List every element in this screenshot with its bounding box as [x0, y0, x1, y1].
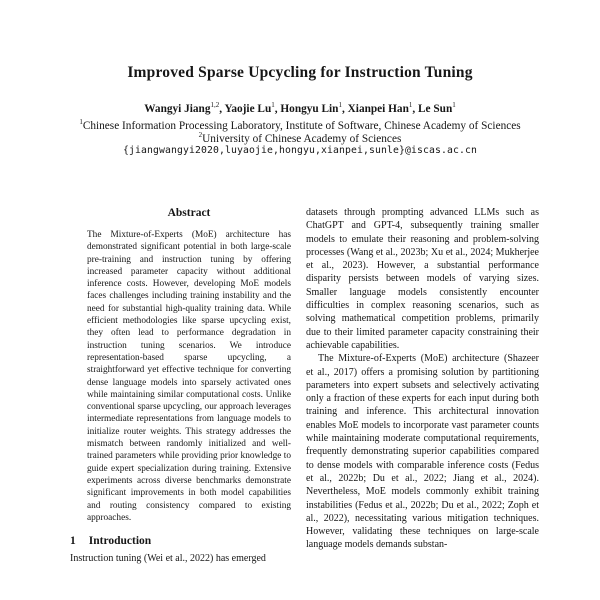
intro-paragraph: Instruction tuning (Wei et al., 2022) has emerged — [70, 553, 266, 565]
affiliation-superscript: 2 — [198, 131, 203, 139]
author-name: Xianpei Han — [347, 102, 409, 115]
affiliation-superscript: 1 — [79, 118, 83, 126]
author-superscript: 1 — [271, 101, 275, 109]
affiliation-text: University of Chinese Academy of Sciences — [202, 132, 402, 145]
author — [224, 103, 280, 115]
author-superscript: 1,2 — [210, 101, 220, 109]
abstract-body: The Mixture-of-Experts (MoE) architecture has demonstrated significant potential in both large-scale pre-training and instruction tuning by offering increased parameter capacity without additional inference costs. However, developing MoE models faces challenges including training instability and the need for substantial high-quality training data. While efficient methodologies like sparse upcycling exist, they often lead to performance degradation in instruction tuning scenarios. We introduce representation-based sparse upcycling, a straightforward yet effective technique for converting dense language models into sparsely activated ones while maintaining similar computational costs. Unlike conventional sparse upcycling, our approach leverages intermediate representations from language models to initialize router weights. This strategy addresses the mismatch between randomly initialized and well-trained parameters while providing prior knowledge to guide expert specialization during training. Extensive experiments across diverse benchmarks demonstrate significant improvements in both model capabilities and routing consistency compared to existing approaches. — [87, 230, 291, 523]
affiliation-line — [0, 118, 600, 132]
email-line: {jiangwangyi2020,luyaojie,hongyu,xianpei,sunle}@iscas.ac.cn — [123, 145, 477, 156]
author-superscript: 1 — [452, 101, 456, 109]
column-left — [70, 206, 296, 600]
author-superscript: 1 — [408, 101, 413, 109]
section-heading — [70, 534, 296, 548]
body-paragraph: datasets through prompting advanced LLMs such as ChatGPT and GPT-4, subsequently training smaller models to emulate their reasoning and problem-solving processes (Wang et al., 2023b; Xu et al., 2024; Mukherjee et al., 2023). However, a substantial performance disparity persists between models of varying sizes. Smaller language models consistently encounter difficulties in complex reasoning scenarios, such as solving mathematical competition problems, primarily due to their limited parameter capacity constraining their achievable capabilities. — [306, 207, 539, 351]
author-name: Hongyu Lin — [280, 102, 339, 115]
author-separator: , — [219, 102, 225, 115]
affiliation-text: Chinese Information Processing Laboratory, Institute of Software, Chinese Academy of Sciences — [82, 119, 521, 132]
page-title: Improved Sparse Upcycling for Instruction Tuning — [127, 64, 473, 81]
author-separator: , — [412, 102, 419, 115]
author-separator: , — [341, 102, 348, 115]
author-line — [0, 101, 600, 115]
author-name: Wangyi Jiang — [144, 102, 211, 115]
author-name: Le Sun — [418, 102, 453, 115]
section-title: Introduction — [88, 535, 152, 548]
author — [144, 103, 224, 115]
author-name: Yaojie Lu — [224, 102, 272, 115]
author — [280, 103, 347, 115]
affiliation-line — [0, 131, 600, 145]
column-right — [306, 206, 539, 600]
author — [418, 103, 456, 115]
abstract-block — [87, 206, 291, 524]
section-number: 1 — [70, 535, 76, 548]
author-separator: , — [274, 102, 281, 115]
author-superscript: 1 — [338, 101, 342, 109]
author — [348, 103, 418, 115]
body-paragraph: The Mixture-of-Experts (MoE) architecture (Shazeer et al., 2017) offers a promising solution by partitioning parameters into expert subsets and selectively activating only a fraction of these experts for each input during both training and inference. This architectural innovation enables MoE models to incorporate vast parameter counts while maintaining moderate computational requirements, frequently demonstrating superior capabilities compared to dense models with comparable inference costs (Fedus et al., 2022b; Du et al., 2022; Jiang et al., 2024). Nevertheless, MoE models commonly exhibit training instabilities (Fedus et al., 2022b; Du et al., 2022; Zoph et al., 2022), necessitating various mitigation techniques. However, validating these techniques on large-scale language models demands substan- — [306, 353, 539, 551]
abstract-heading: Abstract — [167, 207, 211, 219]
